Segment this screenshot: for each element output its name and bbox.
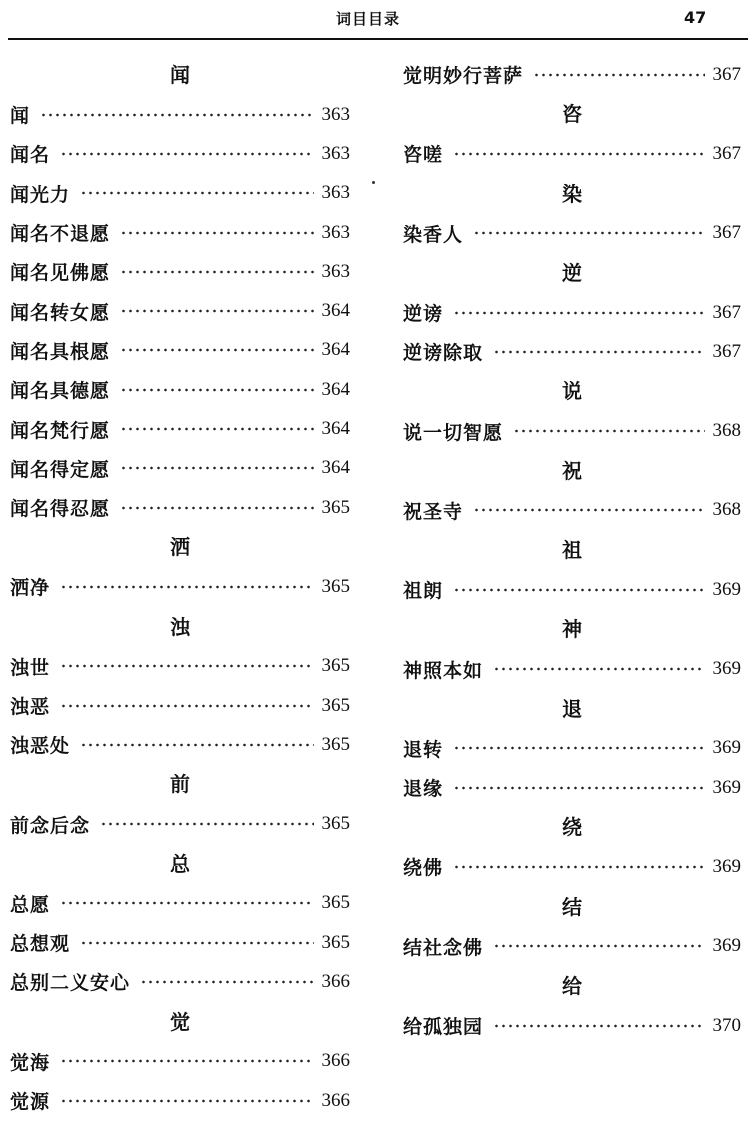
dot-leader [533,71,704,79]
entry-term: 闻名转女愿 [10,301,111,324]
index-entry [403,134,741,173]
entry-term: 觉海 [10,1051,51,1074]
entry-page-number: 364 [321,378,350,400]
entry-page-number: 366 [321,1089,350,1111]
index-entry [403,847,741,886]
index-entry [10,174,350,213]
entry-term: 逆谤 [403,303,444,326]
dot-leader [60,1097,313,1105]
section-heading: 总 [170,851,190,876]
entry-term: 总别二义安心 [10,972,131,995]
entry-term: 闻光力 [10,183,71,206]
entry-page-number: 370 [712,1014,741,1036]
index-entry [403,649,741,688]
entry-page-number: 365 [321,733,350,755]
entry-page-number: 369 [712,855,741,877]
dot-leader [120,504,313,512]
entry-page-number: 365 [321,655,350,677]
entry-page-number: 369 [712,737,741,759]
entry-page-number: 365 [321,931,350,953]
index-entry [403,768,741,807]
index-entry [10,725,350,764]
dot-leader [60,583,313,591]
index-entry [10,884,350,923]
entry-term: 浊恶 [10,696,51,718]
section-heading: 退 [562,696,582,721]
entry-page-number: 365 [321,813,350,835]
index-entry [10,331,350,370]
dot-leader [60,1057,313,1065]
entry-term: 退转 [403,738,444,761]
index-entry [10,291,350,330]
dot-leader [120,307,313,315]
dot-leader [120,346,313,354]
entry-term: 浊世 [10,656,51,679]
entry-term: 咨嗟 [403,144,444,167]
entry-term: 闻名得忍愿 [10,498,111,521]
entry-page-number: 367 [712,142,741,164]
header-page-number: 47 [684,8,707,27]
index-entry [403,927,741,966]
index-entry [10,1081,350,1120]
index-column-left [10,55,350,1120]
dot-leader [120,386,313,394]
entry-page-number: 365 [321,694,350,716]
entry-page-number: 364 [321,457,350,479]
entry-term: 闻 [10,105,31,128]
index-entry [403,729,741,768]
entry-page-number: 366 [321,970,350,992]
section-heading: 逆 [562,260,582,285]
section-heading: 觉 [170,1009,190,1034]
entry-page-number: 364 [321,300,350,322]
dot-leader [513,427,704,435]
dot-leader [473,506,704,514]
entry-page-number: 364 [321,418,350,440]
entry-term: 闻名梵行愿 [10,419,111,442]
index-entry [10,409,350,448]
dot-leader [453,784,704,792]
index-entry [403,55,741,94]
dot-leader [493,1022,704,1030]
entry-term: 觉源 [10,1091,51,1114]
header-title: 词目目录 [336,10,401,28]
print-speck [372,181,375,184]
dot-leader [80,189,313,197]
dot-leader [120,268,313,276]
index-entry [10,962,350,1001]
index-entry [10,647,350,686]
section-heading: 咨 [562,102,582,127]
entry-page-number: 364 [321,339,350,361]
dot-leader [80,939,313,947]
section-heading: 神 [562,617,582,642]
dot-leader [120,425,313,433]
entry-term: 总愿 [10,893,51,916]
index-entry [10,686,350,725]
dot-leader [60,150,313,158]
section-heading: 绕 [562,815,582,840]
index-entry [403,411,741,450]
dot-leader [453,586,704,594]
dot-leader [140,978,313,986]
dot-leader [473,229,704,237]
dot-leader [60,899,313,907]
entry-page-number: 363 [321,182,350,204]
entry-page-number: 367 [712,340,741,362]
section-heading: 浊 [170,614,190,639]
entry-term: 神照本如 [403,659,484,682]
index-entry [10,488,350,527]
entry-page-number: 367 [712,63,741,85]
page-header [0,0,751,42]
index-entry [10,449,350,488]
index-entry [10,1042,350,1081]
entry-page-number: 366 [321,1050,350,1072]
index-entry [10,567,350,606]
dot-leader [80,741,313,749]
dot-leader [100,820,313,828]
dot-leader [40,111,313,119]
dot-leader [453,150,704,158]
index-entry [10,370,350,409]
entry-term: 结社念佛 [403,936,484,959]
entry-term: 退缘 [403,778,444,801]
entry-page-number: 368 [712,499,741,521]
index-column-right [403,55,741,1045]
dot-leader [60,662,313,670]
section-heading: 给 [562,973,582,998]
entry-page-number: 369 [712,776,741,798]
entry-term: 总想观 [10,933,71,956]
entry-term: 逆谤除取 [403,342,484,365]
entry-term: 闻名见佛愿 [10,262,111,285]
header-rule [8,38,748,40]
index-entry [403,491,741,530]
section-heading: 祝 [562,458,582,483]
dot-leader [120,229,313,237]
entry-term: 觉明妙行菩萨 [403,65,524,88]
entry-page-number: 369 [712,578,741,600]
entry-page-number: 365 [321,892,350,914]
entry-page-number: 367 [712,222,741,244]
entry-term: 闻名得定愿 [10,458,111,481]
index-entry [10,213,350,252]
entry-term: 浊恶处 [10,735,71,758]
section-heading: 洒 [170,535,190,560]
section-heading: 闻 [170,63,190,87]
entry-page-number: 369 [712,935,741,957]
entry-page-number: 363 [321,260,350,282]
section-heading: 说 [562,379,582,404]
index-entry [403,293,741,332]
entry-page-number: 363 [321,221,350,243]
dot-leader [60,702,313,710]
entry-term: 洒净 [10,577,51,600]
entry-term: 染香人 [403,223,464,246]
entry-term: 绕佛 [403,857,444,880]
index-entry [10,923,350,962]
dot-leader [493,942,704,950]
entry-term: 说一切智愿 [403,421,504,444]
dot-leader [453,744,704,752]
dot-leader [493,348,704,356]
entry-term: 闻名具德愿 [10,380,111,403]
entry-page-number: 365 [321,575,350,597]
entry-term: 前念后念 [10,814,91,837]
dot-leader [453,309,704,317]
section-heading: 前 [170,772,190,797]
index-entry [403,332,741,371]
index-entry [403,570,741,609]
entry-term: 给孤独园 [403,1016,484,1038]
entry-term: 闻名 [10,144,51,167]
entry-term: 祖朗 [403,580,444,603]
entry-page-number: 365 [321,496,350,518]
entry-page-number: 369 [712,658,741,680]
entry-page-number: 367 [712,301,741,323]
entry-page-number: 363 [321,142,350,164]
entry-page-number: 363 [321,103,350,125]
index-entry [403,214,741,253]
index-entry [10,804,350,843]
index-entry [10,95,350,134]
section-heading: 染 [562,181,582,206]
entry-page-number: 368 [712,420,741,442]
section-heading: 结 [562,894,582,919]
entry-term: 闻名具根愿 [10,340,111,363]
entry-term: 祝圣寺 [403,500,464,523]
index-entry [403,1006,741,1045]
dot-leader [453,863,704,871]
dot-leader [120,464,313,472]
entry-term: 闻名不退愿 [10,223,111,246]
index-entry [10,134,350,173]
section-heading: 祖 [562,538,582,563]
index-entry [10,252,350,291]
dot-leader [493,665,704,673]
